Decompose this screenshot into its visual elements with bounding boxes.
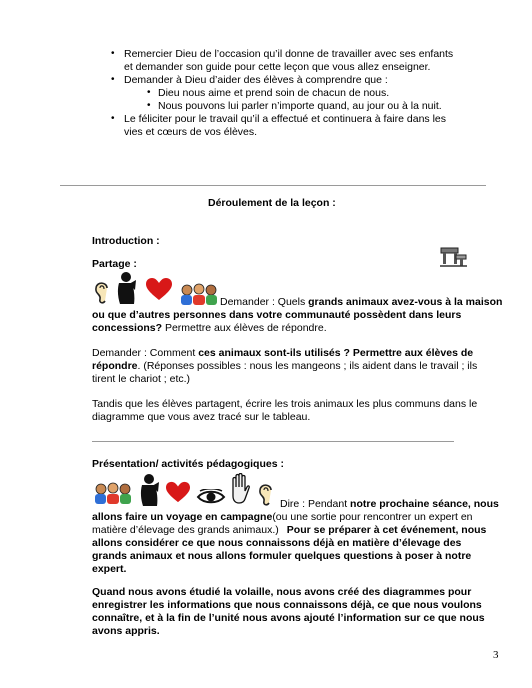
- say-bold: notre prochaine séance, nous: [350, 498, 499, 510]
- presentation-paragraph-2-cont: enregistrer les informations que nous connaissons déjà, ce que nous voulons: [92, 599, 482, 611]
- partage-paragraph-cont: diagramme que vous avez tracé sur le tableau.: [92, 411, 311, 423]
- say-normal: matière d’élevage des grands animaux.): [92, 524, 279, 536]
- bullet-text-cont: vies et cœurs de vos élèves.: [124, 126, 258, 138]
- lesson-title: Déroulement de la leçon :: [208, 197, 336, 209]
- ear-icon: [256, 481, 276, 507]
- section-divider: [60, 185, 486, 186]
- presentation-line-4: allons considérer ce que nous connaissons déjà en matière d’élevage des: [92, 537, 462, 549]
- question-bold: répondre: [92, 360, 138, 372]
- question-suffix: Permettre aux élèves de répondre.: [162, 322, 327, 334]
- section-divider: [92, 441, 454, 442]
- ear-icon: [92, 279, 112, 305]
- say-prefix: Dire : Pendant: [280, 498, 351, 510]
- sub-bullet-dot: •: [147, 100, 151, 111]
- partage-paragraph: Tandis que les élèves partagent, écrire les trois animaux les plus communs dans le: [92, 398, 478, 410]
- partage-heading: Partage :: [92, 258, 137, 270]
- question-bold: ces animaux sont-ils utilisés ? Permettre aux élèves de: [198, 347, 474, 359]
- partage-question-2-end: tirent le chariot ; etc.): [92, 373, 191, 385]
- say-bold: Pour se préparer à cet événement, nous: [286, 524, 487, 536]
- eye-icon: [196, 489, 226, 505]
- presentation-paragraph-2-end: avons appris.: [92, 625, 160, 637]
- partage-question-1: [220, 296, 502, 308]
- heart-icon: [144, 276, 174, 302]
- presentation-line-6: expert.: [92, 563, 127, 575]
- presentation-paragraph-2-cont: connaître, et à la fin de l’unité nous avons ajouté l’information sur ce que nous: [92, 612, 485, 624]
- question-bold: grands animaux avez-vous à la maison: [308, 296, 503, 308]
- bullet-dot: •: [111, 74, 115, 85]
- heart-icon: [164, 480, 192, 504]
- say-normal: (ou une sortie pour rencontrer un expert en: [272, 511, 473, 523]
- say-bold: allons faire un voyage en campagne: [92, 511, 273, 523]
- bullet-text-cont: et demander son guide pour cette leçon que vous allez enseigner.: [124, 61, 431, 73]
- hand-icon: [229, 473, 251, 505]
- bullet-text: Le féliciter pour le travail qu’il a effectué et continuera à faire dans les: [124, 113, 446, 125]
- introduction-heading: Introduction :: [92, 235, 160, 247]
- bullet-text: Demander à Dieu d’aider des élèves à comprendre que :: [124, 74, 388, 86]
- presentation-line-2: [92, 511, 473, 523]
- presentation-line-1: [280, 498, 499, 510]
- partage-question-2-cont: [92, 360, 477, 372]
- group-of-people-icon: [92, 482, 134, 506]
- partage-question-1-end: [92, 322, 327, 334]
- bullet-dot: •: [111, 113, 115, 124]
- desk-icon: [438, 240, 468, 268]
- sub-bullet-text: Dieu nous aime et prend soin de chacun de nous.: [158, 87, 390, 99]
- presentation-line-3: [92, 524, 486, 536]
- page-number: 3: [493, 649, 499, 661]
- sub-bullet-text: Nous pouvons lui parler n’importe quand, au jour ou à la nuit.: [158, 100, 442, 112]
- bullet-text: Remercier Dieu de l’occasion qu’il donne de travailler avec ses enfants: [124, 48, 454, 60]
- question-prefix: Demander : Quels: [220, 296, 309, 308]
- sub-bullet-dot: •: [147, 87, 151, 98]
- partage-question-1-cont: ou que d’autres personnes dans votre communauté possèdent dans leurs: [92, 309, 462, 321]
- bullet-dot: •: [111, 48, 115, 59]
- answer-examples: . (Réponses possibles : nous les mangeons ; ils aident dans le travail ; ils: [137, 360, 478, 372]
- presentation-paragraph-2: Quand nous avons étudié la volaille, nous avons créé des diagrammes pour: [92, 586, 472, 598]
- question-prefix: Demander : Comment: [92, 347, 199, 359]
- group-of-people-icon: [178, 283, 220, 307]
- question-bold: concessions?: [92, 322, 163, 334]
- praying-person-icon: [137, 472, 161, 508]
- presentation-line-5: grands animaux et nous allons formuler quelques questions à poser à notre: [92, 550, 472, 562]
- praying-person-icon: [114, 270, 138, 306]
- partage-question-2: [92, 347, 473, 359]
- presentation-heading: Présentation/ activités pédagogiques :: [92, 458, 284, 470]
